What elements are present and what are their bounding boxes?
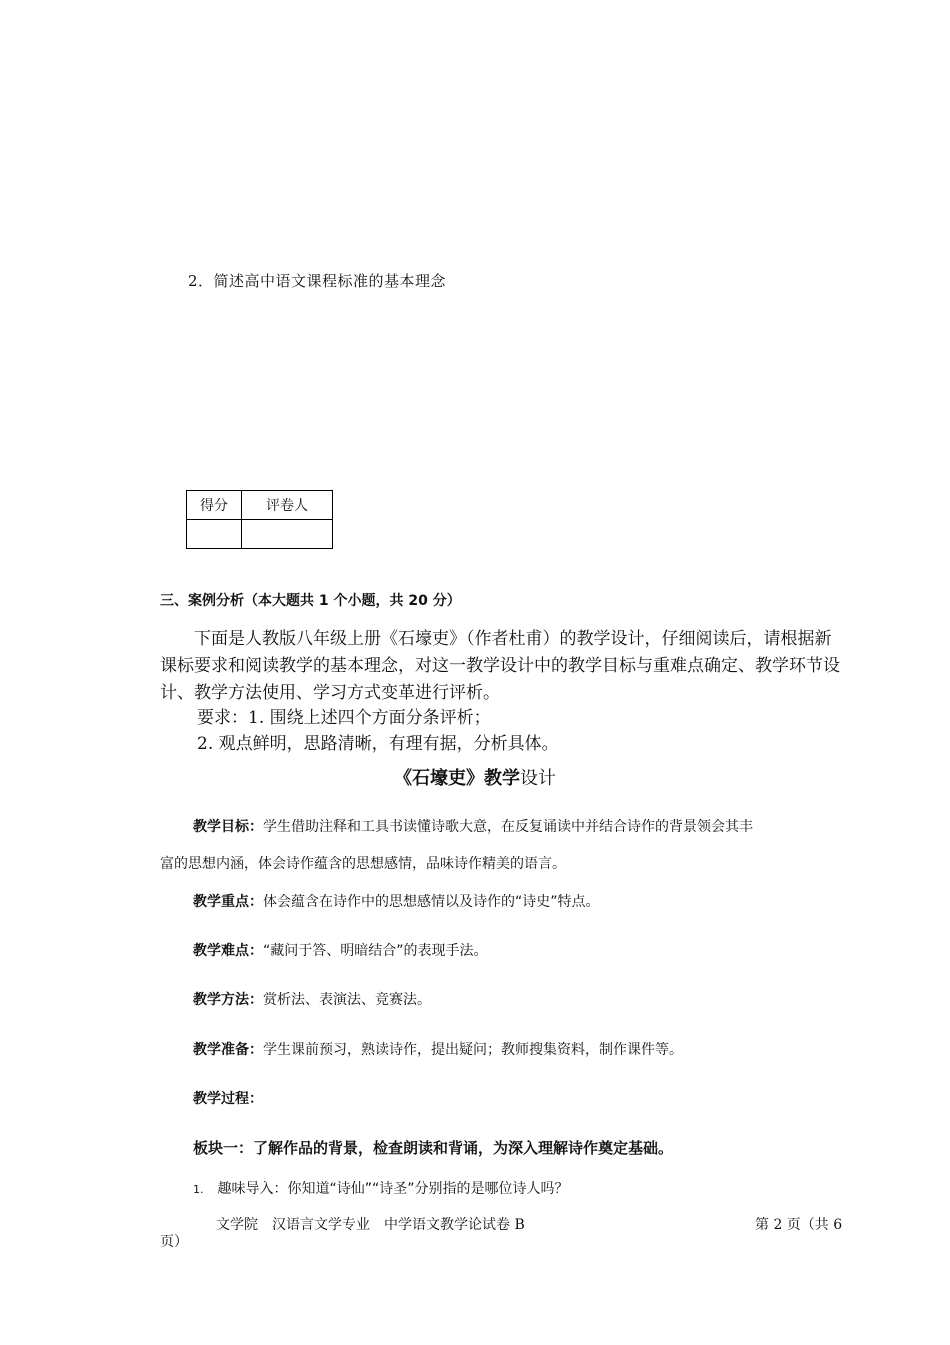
key-points-text: 体会蕴含在诗作中的思想感情以及诗作的“诗史”特点。 [263, 894, 600, 910]
key-points-label: 教学重点： [193, 894, 263, 910]
case-intro-text: 下面是人教版八年级上册《石壕吏》（作者杜甫）的教学设计，仔细阅读后，请根据新课标要求和阅读教学的基本理念，对这一教学设计中的教学目标与重难点确定、教学环节设计、教学方法使用、学习方式变革进行评析。 [160, 629, 840, 703]
requirement-1: 要求：1. 围绕上述四个方面分条评析； [197, 708, 491, 728]
difficulties-label: 教学难点： [193, 943, 263, 959]
page-number: 第 2 页（共 6 [755, 1217, 843, 1233]
grader-header: 评卷人 [242, 491, 333, 520]
score-header: 得分 [187, 491, 242, 520]
preparation [193, 1039, 683, 1059]
footer-major: 汉语言文学专业 [272, 1217, 370, 1233]
design-title-bold: 《石壕吏》教学 [394, 768, 520, 789]
design-title-rest: 设计 [520, 768, 556, 789]
objectives-text-1: 学生借助注释和工具书读懂诗歌大意，在反复诵读中并结合诗作的背景领会其丰 [263, 819, 753, 835]
methods [193, 989, 431, 1009]
difficulties-text: “藏问于答、明暗结合”的表现手法。 [263, 943, 488, 959]
item-text: 趣味导入：你知道“诗仙”“诗圣”分别指的是哪位诗人吗？ [217, 1181, 569, 1197]
score-table [186, 490, 333, 549]
list-item [193, 1178, 569, 1198]
preparation-label: 教学准备： [193, 1042, 263, 1058]
requirement-2: 2. 观点鲜明，思路清晰，有理有据，分析具体。 [197, 734, 559, 754]
grader-cell[interactable] [242, 520, 333, 549]
footer-paper: 中学语文教学论试卷 B [384, 1217, 525, 1233]
methods-label: 教学方法： [193, 992, 263, 1008]
preparation-text: 学生课前预习，熟读诗作，提出疑问；教师搜集资料，制作课件等。 [263, 1042, 683, 1058]
block-1-heading: 板块一：了解作品的背景，检查朗读和背诵，为深入理解诗作奠定基础。 [193, 1139, 674, 1157]
objectives-line-2: 富的思想内涵，体会诗作蕴含的思想感情，品味诗作精美的语言。 [160, 856, 566, 872]
difficulties [193, 940, 488, 960]
design-title [0, 764, 950, 790]
footer [216, 1214, 539, 1234]
section-3-heading: 三、案例分析（本大题共 1 个小题，共 20 分） [160, 593, 461, 609]
footer-college: 文学院 [216, 1217, 258, 1233]
methods-text: 赏析法、表演法、竞赛法。 [263, 992, 431, 1008]
score-cell[interactable] [187, 520, 242, 549]
key-points [193, 891, 600, 911]
case-intro [160, 626, 840, 707]
objectives-line-1 [193, 816, 753, 836]
page-number-wrap: 页） [160, 1234, 188, 1250]
process-label: 教学过程： [193, 1091, 263, 1107]
question-2: 2．简述高中语文课程标准的基本理念 [188, 272, 447, 290]
objectives-label: 教学目标： [193, 819, 263, 835]
item-number: 1. [193, 1183, 204, 1196]
